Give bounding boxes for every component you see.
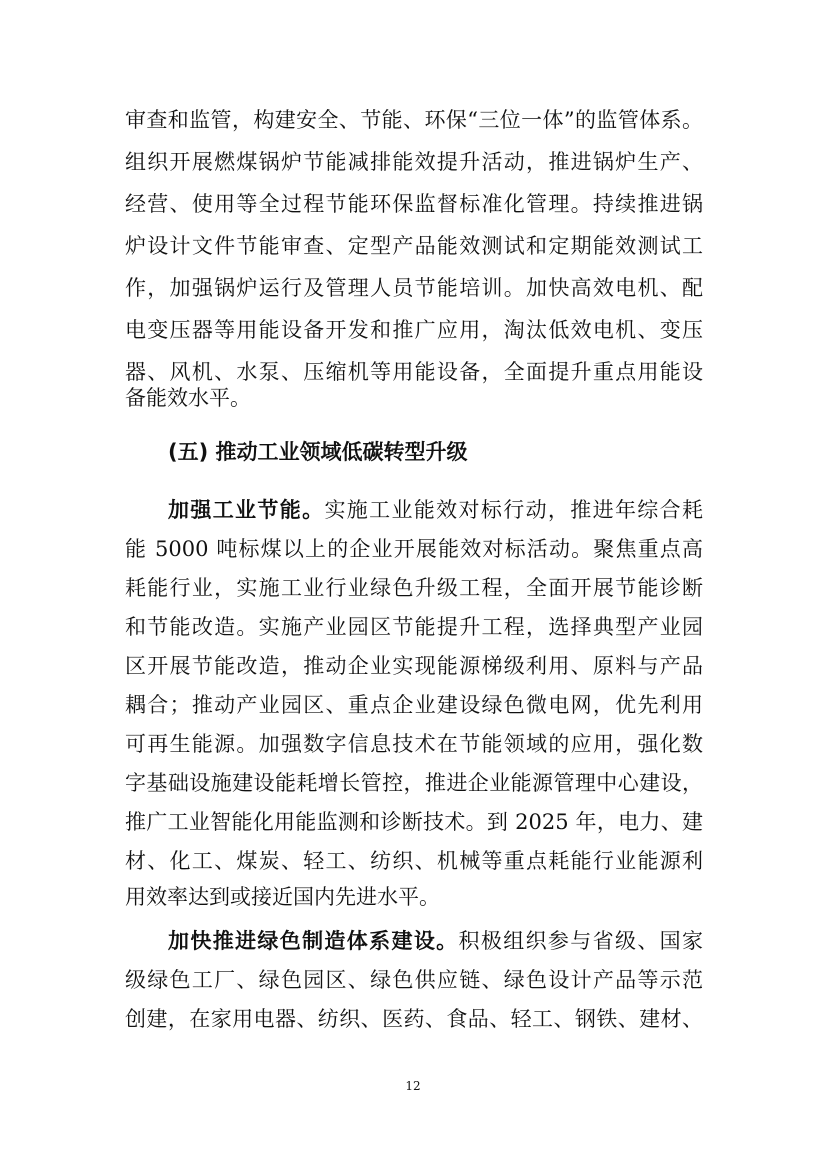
paragraph-2-line-6: 耦合；推动产业园区、重点企业建设绿色微电网，优先利用 <box>125 693 703 717</box>
paragraph-2-line-10: 材、化工、煤炭、轻工、纺织、机械等重点耗能行业能源利 <box>125 849 703 873</box>
paragraph-1-line-6: 电变压器等用能设备开发和推广应用，淘汰低效电机、变压 <box>125 318 703 342</box>
page-number: 12 <box>405 1079 421 1093</box>
paragraph-2-line-7: 可再生能源。加强数字信息技术在节能领域的应用，强化数 <box>125 732 703 756</box>
paragraph-1-line-8: 备能效水平。 <box>125 386 251 410</box>
paragraph-2-line-9: 推广工业智能化用能监测和诊断技术。到 2025 年，电力、建 <box>125 810 703 834</box>
paragraph-1-line-2: 组织开展燃煤锅炉节能减排能效提升活动，推进锅炉生产、 <box>125 150 703 174</box>
section-heading: (五) 推动工业领域低碳转型升级 <box>168 440 468 464</box>
paragraph-3-first-line-rest: 积极组织参与省级、国家 <box>458 929 703 953</box>
paragraph-2-line-2: 能 5000 吨标煤以上的企业开展能效对标活动。聚焦重点高 <box>125 537 703 561</box>
paragraph-2-line-11: 用效率达到或接近国内先进水平。 <box>125 885 440 909</box>
paragraph-1-line-4: 炉设计文件节能审查、定型产品能效测试和定期能效测试工 <box>125 234 703 258</box>
paragraph-3-line-3: 创建，在家用电器、纺织、医药、食品、轻工、钢铁、建材、 <box>125 1007 703 1031</box>
paragraph-2-line-8: 字基础设施建设能耗增长管控，推进企业能源管理中心建设， <box>125 771 703 795</box>
paragraph-1-line-3: 经营、使用等全过程节能环保监督标准化管理。持续推进锅 <box>125 192 703 216</box>
paragraph-3-line-2: 级绿色工厂、绿色园区、绿色供应链、绿色设计产品等示范 <box>125 968 703 992</box>
paragraph-1-line-5: 作，加强锅炉运行及管理人员节能培训。加快高效电机、配 <box>125 276 703 300</box>
paragraph-2-line-1 <box>168 495 703 525</box>
paragraph-3-line-1 <box>168 926 703 956</box>
paragraph-3-bold-lead: 加快推进绿色制造体系建设。 <box>168 929 459 953</box>
paragraph-2-bold-lead: 加强工业节能。 <box>168 498 325 522</box>
paragraph-2-line-3: 耗能行业，实施工业行业绿色升级工程，全面开展节能诊断 <box>125 576 703 600</box>
paragraph-2-line-5: 区开展节能改造，推动企业实现能源梯级利用、原料与产品 <box>125 654 703 678</box>
paragraph-2-first-line-rest: 实施工业能效对标行动，推进年综合耗 <box>324 498 703 522</box>
paragraph-2-line-4: 和节能改造。实施产业园区节能提升工程，选择典型产业园 <box>125 615 703 639</box>
paragraph-1-line-1: 审查和监管，构建安全、节能、环保“三位一体”的监管体系。 <box>125 108 703 132</box>
paragraph-1-line-7: 器、风机、水泵、压缩机等用能设备，全面提升重点用能设 <box>125 360 703 384</box>
